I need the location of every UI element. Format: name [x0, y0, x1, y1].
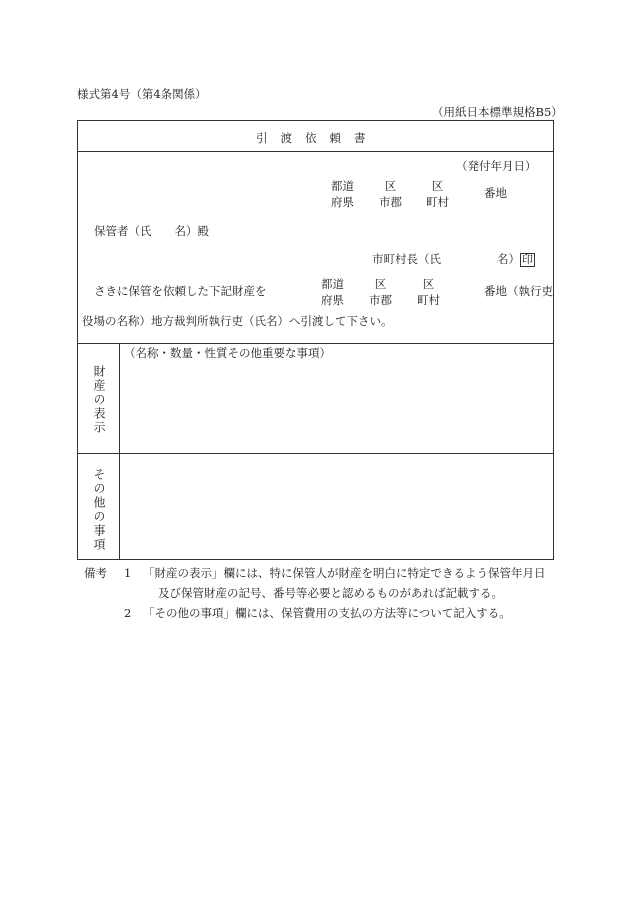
- address-city: [379, 178, 402, 210]
- remark-2-line1: 「その他の事項」欄には、保管費用の支払の方法等について記入する。: [143, 606, 511, 620]
- address2-banchi: 番地（執行吏: [484, 284, 553, 298]
- section-divider-2: [78, 453, 553, 454]
- request-prefix: さきに保管を依頼した下記財産を: [94, 284, 267, 298]
- address2-town: [417, 276, 440, 308]
- title-divider: [78, 151, 553, 152]
- pref2-line1: 都道: [321, 277, 344, 291]
- remark-1-line1: 「財産の表示」欄には、特に保管人が財産を明白に特定できるよう保管年月日: [143, 566, 546, 580]
- remark-2-num: 2: [124, 606, 132, 620]
- address-prefecture: [331, 178, 354, 210]
- address-banchi: 番地: [484, 186, 507, 200]
- custodian-name: 保管者（氏 名）殿: [94, 224, 209, 238]
- town2-label: 町村: [417, 293, 440, 307]
- ku2b-label: 区: [422, 277, 435, 291]
- ku2-label: 区: [431, 179, 444, 193]
- property-note: （名称・数量・性質その他重要な事項）: [124, 346, 331, 360]
- city-label: 市郡: [379, 195, 402, 209]
- pref-line1: 都道: [331, 179, 354, 193]
- form-title: 引渡依頼書: [256, 131, 379, 145]
- ku-label: 区: [384, 179, 397, 193]
- form-number: 様式第4号（第4条関係）: [77, 87, 207, 101]
- other-label: その他の事項: [92, 468, 106, 552]
- address2-city: [369, 276, 392, 308]
- ku2a-label: 区: [374, 277, 387, 291]
- section-divider-1: [78, 343, 553, 344]
- remark-1-num: 1: [124, 566, 132, 580]
- mayor-name-end: [497, 252, 535, 267]
- request-form: [77, 120, 554, 560]
- mayor-name-end-text: 名）: [497, 252, 520, 266]
- mayor-name: 市町村長（氏: [372, 252, 441, 266]
- address-town: [426, 178, 449, 210]
- label-column-divider: [119, 343, 120, 559]
- seal-mark: 印: [522, 253, 533, 266]
- pref2-line2: 府県: [321, 293, 344, 307]
- remark-1-line2: 及び保管財産の記号、番号等必要と認めるものがあれば記載する。: [158, 586, 503, 600]
- address2-prefecture: [321, 276, 344, 308]
- paper-size-note: （用紙日本標準規格B5）: [432, 105, 563, 119]
- remarks-heading: 備考: [84, 566, 107, 580]
- pref-line2: 府県: [331, 195, 354, 209]
- request-suffix: 役場の名称）地方裁判所執行吏（氏名）へ引渡して下さい。: [82, 314, 393, 328]
- issue-date: （発付年月日）: [456, 159, 537, 173]
- city2-label: 市郡: [369, 293, 392, 307]
- property-label: 財産の表示: [92, 365, 106, 435]
- town-label: 町村: [426, 195, 449, 209]
